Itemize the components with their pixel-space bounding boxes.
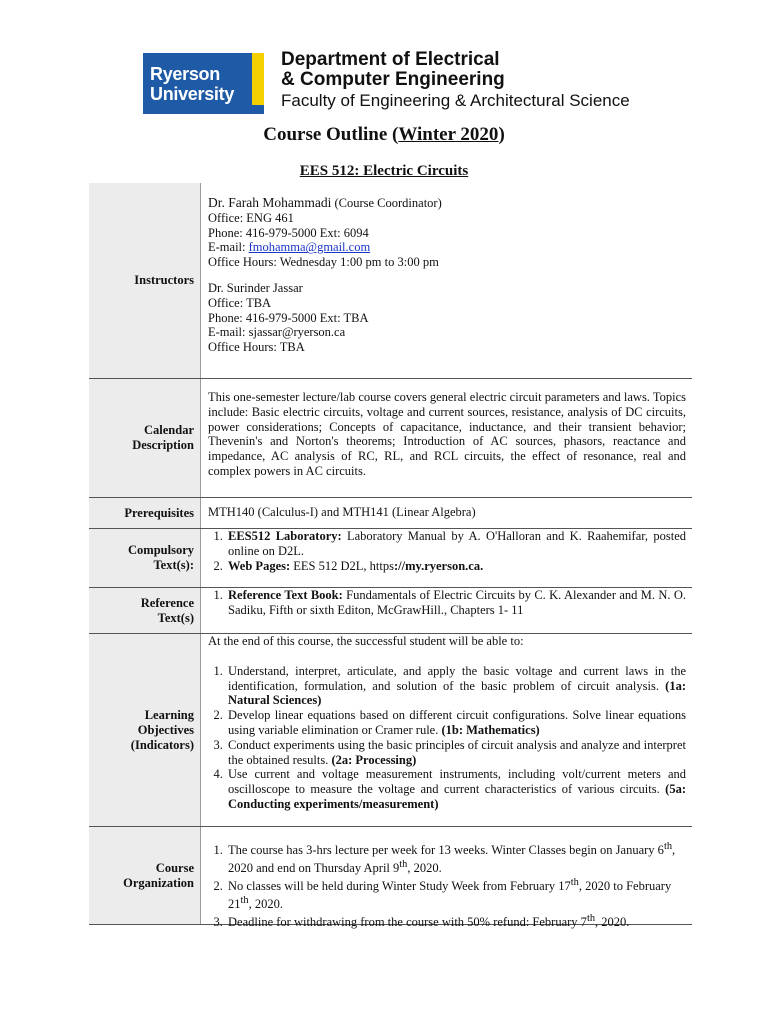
logo-text (150, 64, 234, 104)
row-instructors (89, 183, 692, 379)
org-3-part-b: , 2020. (595, 914, 630, 929)
objectives-intro: At the end of this course, the successful student will be able to: (208, 634, 524, 648)
course-code-title: EES 512: Electric Circuits (299, 163, 469, 179)
objective-2-indicator: (1b: Mathematics) (441, 722, 540, 737)
organization-item-1 (226, 840, 686, 876)
label-compulsory-line1: Compulsory (128, 543, 194, 557)
label-organization-line1: Course (155, 860, 194, 875)
value-calendar-description: This one-semester lecture/lab course covers general electric circuit parameters and laws. Topics include: Basic electric circuits, voltage and current sources, resistance, analysis of DC circuits, power considerations; Concepts of capacitance, inductance, and their transient behavior; Thevenin's and Norton's theorems; Introduction of AC sources, phasors, reactance and impedance, AC analysis of RC, RL, and RCL circuits, the effect of resonance, real and complex powers in AC circuits. (208, 390, 686, 478)
title-prefix: Course Outline ( (263, 124, 399, 145)
label-calendar-description (89, 379, 201, 497)
instructor-1-hours: Office Hours: Wednesday 1:00 pm to 3:00 pm (208, 255, 439, 270)
compulsory-item-1-title: EES512 Laboratory: (228, 529, 342, 543)
logo-accent-bar (252, 53, 264, 105)
instructor-2-office: Office: TBA (208, 295, 272, 310)
label-calendar-line2: Description (132, 438, 194, 452)
department-header (281, 50, 630, 112)
row-prerequisites (89, 498, 692, 529)
org-2-sup-1: th (570, 876, 579, 888)
org-2-sup-2: th (240, 894, 249, 906)
value-instructors (201, 183, 692, 378)
instructor-2-phone: Phone: 416-979-5000 Ext: TBA (208, 310, 369, 325)
label-objectives-line1: Learning (144, 707, 194, 722)
logo-line-2: University (150, 84, 235, 104)
objective-item-4 (226, 767, 686, 811)
page-title (0, 124, 768, 146)
objective-item-2 (226, 708, 686, 738)
organization-item-3 (226, 912, 686, 930)
objective-3-indicator: (2a: Processing) (331, 752, 417, 767)
org-3-part-a: Deadline for withdrawing from the course with 50% refund: February 7 (228, 914, 587, 929)
org-1-part-a: The course has 3-hrs lecture per week for 13 weeks. Winter Classes begin on January 6 (228, 843, 664, 858)
instructor-1-phone: Phone: 416-979-5000 Ext: 6094 (208, 225, 369, 240)
org-3-sup-1: th (586, 912, 596, 924)
dept-line-2: & Computer Engineering (281, 69, 505, 90)
org-1-sup-2: th (399, 858, 408, 870)
row-calendar-description (89, 379, 692, 498)
org-2-part-c: , 2020. (248, 897, 283, 912)
objective-1-text: Understand, interpret, articulate, and apply the basic voltage and current laws in the identification, formulation, and solution of the basic problem of circuit analysis. (228, 663, 686, 693)
compulsory-item-1-text: Laboratory Manual by A. O'Halloran and K. Raahemifar, posted online on D2L. (228, 529, 687, 558)
value-learning-objectives (201, 634, 692, 826)
reference-item-1-title: Reference Text Book: (228, 588, 343, 602)
dept-line-1: Department of Electrical (281, 49, 500, 70)
reference-item-1 (226, 588, 686, 618)
row-reference-texts (89, 588, 692, 634)
org-1-part-c: , 2020. (407, 861, 442, 876)
org-2-part-a: No classes will be held during Winter Study Week from February 17 (228, 879, 571, 894)
course-title (0, 163, 768, 180)
compulsory-item-2-text: EES 512 D2L, https (290, 558, 394, 573)
org-1-part-b: , 2020 and end on Thursday April 9 (228, 843, 676, 876)
instructor-1-name: Dr. Farah Mohammadi (208, 195, 332, 210)
objective-item-1 (226, 664, 686, 708)
label-prerequisites (89, 498, 201, 528)
logo-line-1: Ryerson (150, 64, 220, 84)
instructor-1-email-link[interactable]: fmohamma@gmail.com (248, 240, 371, 255)
label-learning-objectives (89, 634, 201, 826)
org-1-sup-1: th (663, 841, 673, 852)
title-term: Winter 2020 (398, 124, 499, 145)
objective-1-indicator: (1a: Natural Sciences) (228, 678, 686, 708)
label-compulsory-texts (89, 529, 201, 587)
value-course-organization (201, 827, 692, 929)
label-objectives-line2: Objectives (137, 722, 194, 737)
instructor-1-role: (Course Coordinator) (334, 196, 442, 210)
label-reference-line2: Text(s) (157, 610, 194, 625)
reference-item-1-text: Fundamentals of Electric Circuits by C. K. Alexander and M. N. O. Sadiku, Fifth or sixth Editon, McGrawHill., Chapters 1- 11 (228, 588, 686, 617)
objective-2-text: Develop linear equations based on different circuit configurations. Solve linear equations using variable elimination or Cramer rule. (228, 708, 686, 737)
label-reference-texts (89, 588, 201, 633)
instructor-2-name: Dr. Surinder Jassar (208, 280, 303, 295)
row-course-organization (89, 827, 692, 929)
organization-item-2 (226, 876, 686, 912)
objective-3-text: Conduct experiments using the basic principles of circuit analysis and analyze and interpret the obtained results. (228, 737, 686, 767)
label-reference-line1: Reference (140, 595, 194, 610)
label-course-organization (89, 827, 201, 924)
label-instructors (89, 183, 201, 378)
label-calendar-line1: Calendar (144, 423, 194, 437)
value-compulsory-texts (201, 529, 692, 587)
compulsory-item-2-url: ://my.ryerson.ca. (393, 558, 484, 573)
row-compulsory-texts (89, 529, 692, 588)
instructor-2-hours: Office Hours: TBA (208, 340, 305, 355)
value-reference-texts (201, 588, 692, 633)
row-learning-objectives (89, 634, 692, 827)
objective-4-text: Use current and voltage measurement instruments, including volt/current meters and oscilloscope to measure the voltage and current characteristics of various circuits. (228, 767, 686, 797)
title-suffix: ) (498, 124, 505, 145)
compulsory-item-2-title: Web Pages: (228, 558, 291, 573)
objective-4-indicator: (5a: Conducting experiments/measurement) (228, 782, 686, 811)
compulsory-item-1 (226, 529, 686, 559)
course-info-table (89, 183, 692, 929)
instructor-2-email: E-mail: sjassar@ryerson.ca (208, 325, 346, 340)
objective-item-3 (226, 738, 686, 768)
instructor-1-office: Office: ENG 461 (208, 210, 294, 225)
value-prerequisites: MTH140 (Calculus-I) and MTH141 (Linear Algebra) (208, 505, 476, 519)
label-objectives-line3: (Indicators) (130, 737, 194, 752)
org-2-part-b: , 2020 to February 21 (228, 879, 672, 912)
faculty-line: Faculty of Engineering & Architectural Science (281, 91, 630, 110)
label-instructors-text: Instructors (134, 273, 194, 287)
label-compulsory-line2: Text(s): (153, 558, 194, 572)
compulsory-item-2 (226, 559, 686, 574)
instructor-1-email-label: E-mail: (208, 240, 249, 255)
label-prerequisites-text: Prerequisites (124, 505, 194, 520)
label-organization-line2: Organization (123, 875, 194, 890)
